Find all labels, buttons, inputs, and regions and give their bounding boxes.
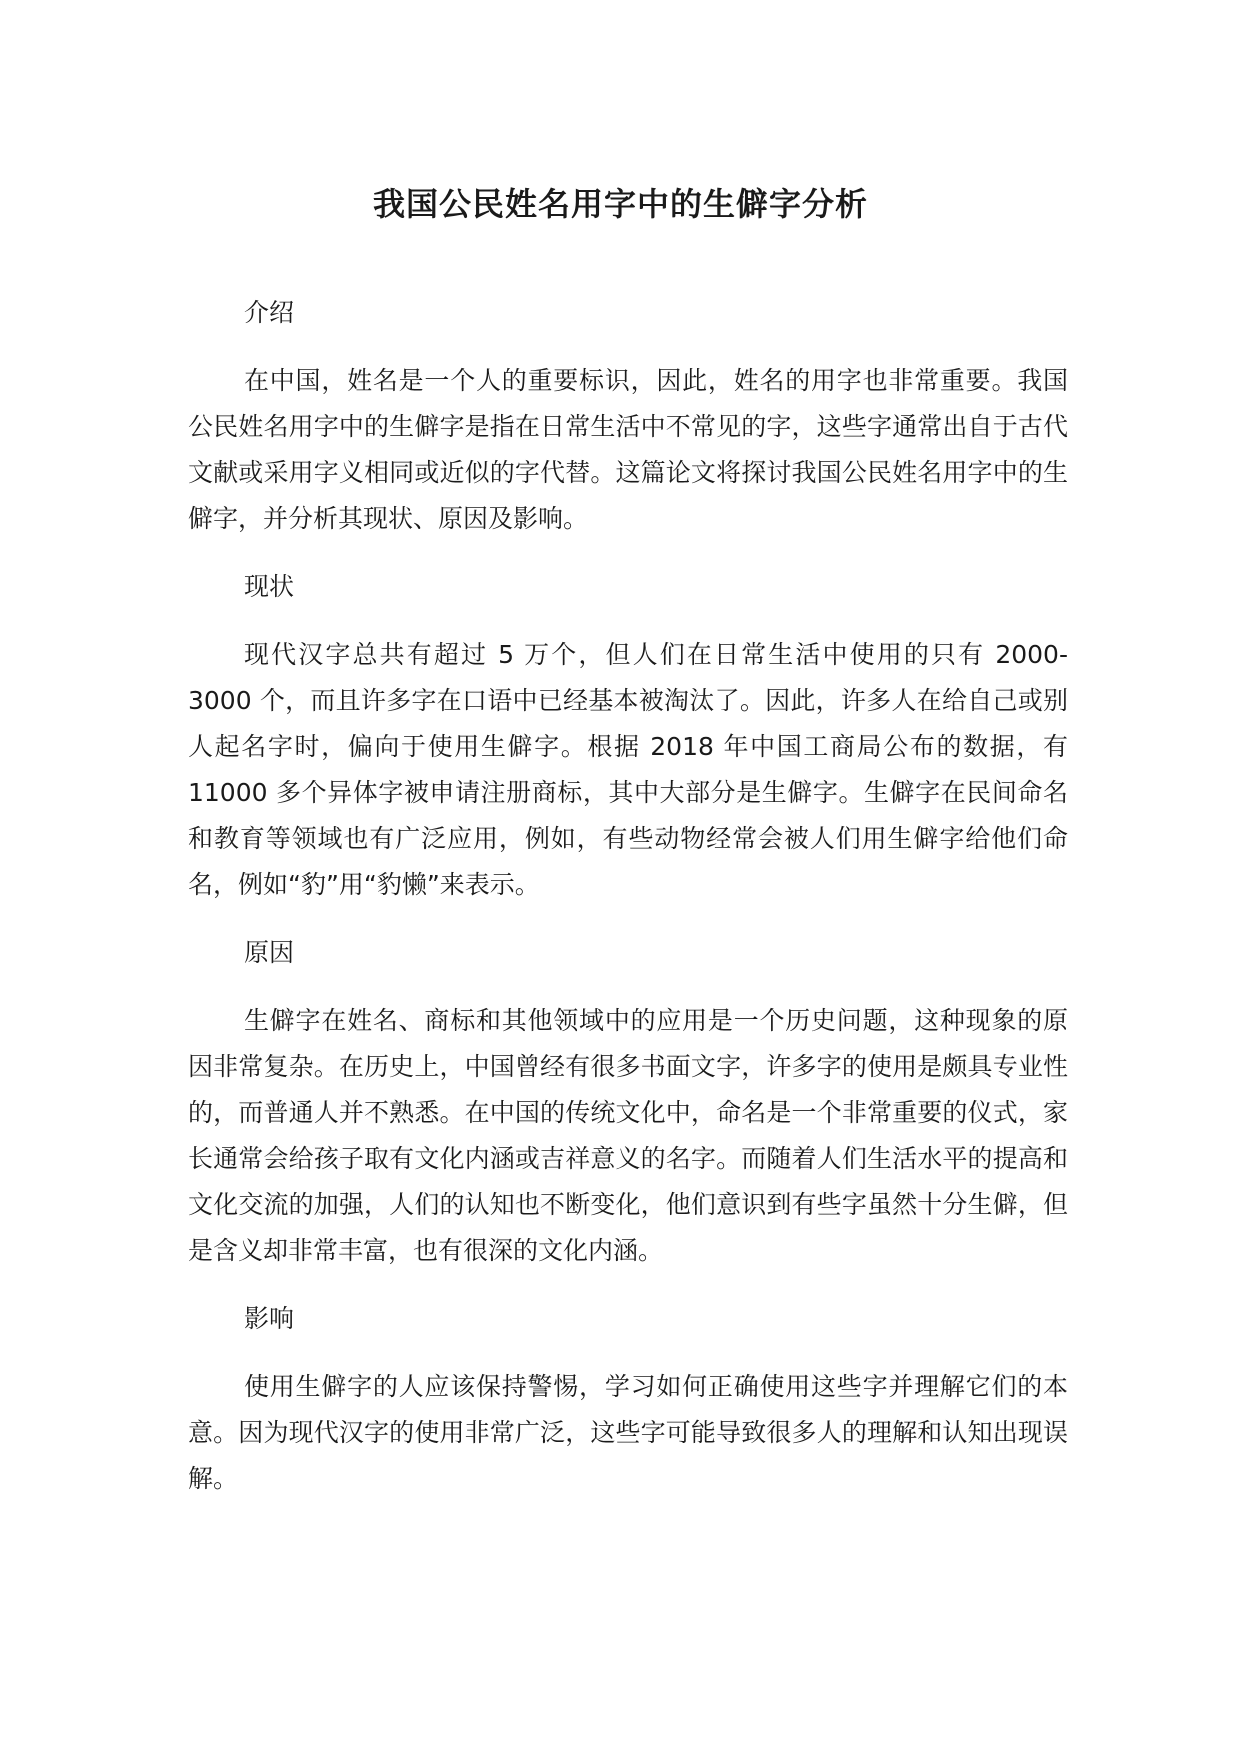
- section-heading-status: 现状: [244, 572, 295, 601]
- section-heading-causes: 原因: [244, 938, 295, 967]
- document-title: 我国公民姓名用字中的生僻字分析: [372, 185, 868, 223]
- section-heading-impact: 影响: [244, 1304, 295, 1333]
- section-paragraph-impact: 使用生僻字的人应该保持警惕，学习如何正确使用这些字并理解它们的本意。因为现代汉字的使用非常广泛，这些字可能导致很多人的理解和认知出现误解。: [188, 1372, 1068, 1493]
- section-heading-intro: 介绍: [244, 298, 295, 327]
- section-paragraph-causes: 生僻字在姓名、商标和其他领域中的应用是一个历史问题，这种现象的原因非常复杂。在历史上，中国曾经有很多书面文字，许多字的使用是颇具专业性的，而普通人并不熟悉。在中国的传统文化中，命名是一个非常重要的仪式，家长通常会给孩子取有文化内涵或吉祥意义的名字。而随着人们生活水平的提高和文化交流的加强，人们的认知也不断变化，他们意识到有些字虽然十分生僻，但是含义却非常丰富，也有很深的文化内涵。: [188, 1006, 1068, 1265]
- document-body: [188, 290, 1068, 1524]
- section-paragraph-intro: 在中国，姓名是一个人的重要标识，因此，姓名的用字也非常重要。我国公民姓名用字中的生僻字是指在日常生活中不常见的字，这些字通常出自于古代文献或采用字义相同或近似的字代替。这篇论文将探讨我国公民姓名用字中的生僻字，并分析其现状、原因及影响。: [188, 366, 1068, 533]
- section-paragraph-status: 现代汉字总共有超过 5 万个，但人们在日常生活中使用的只有 2000-3000 个，而且许多字在口语中已经基本被淘汰了。因此，许多人在给自己或别人起名字时，偏向于使用生僻字。根据 2018 年中国工商局公布的数据，有 11000 多个异体字被申请注册商标，其中大部分是生僻字。生僻字在民间命名和教育等领域也有广泛应用，例如，有些动物经常会被人们用生僻字给他们命名，例如“豹”用“豹懒”来表示。: [188, 640, 1068, 899]
